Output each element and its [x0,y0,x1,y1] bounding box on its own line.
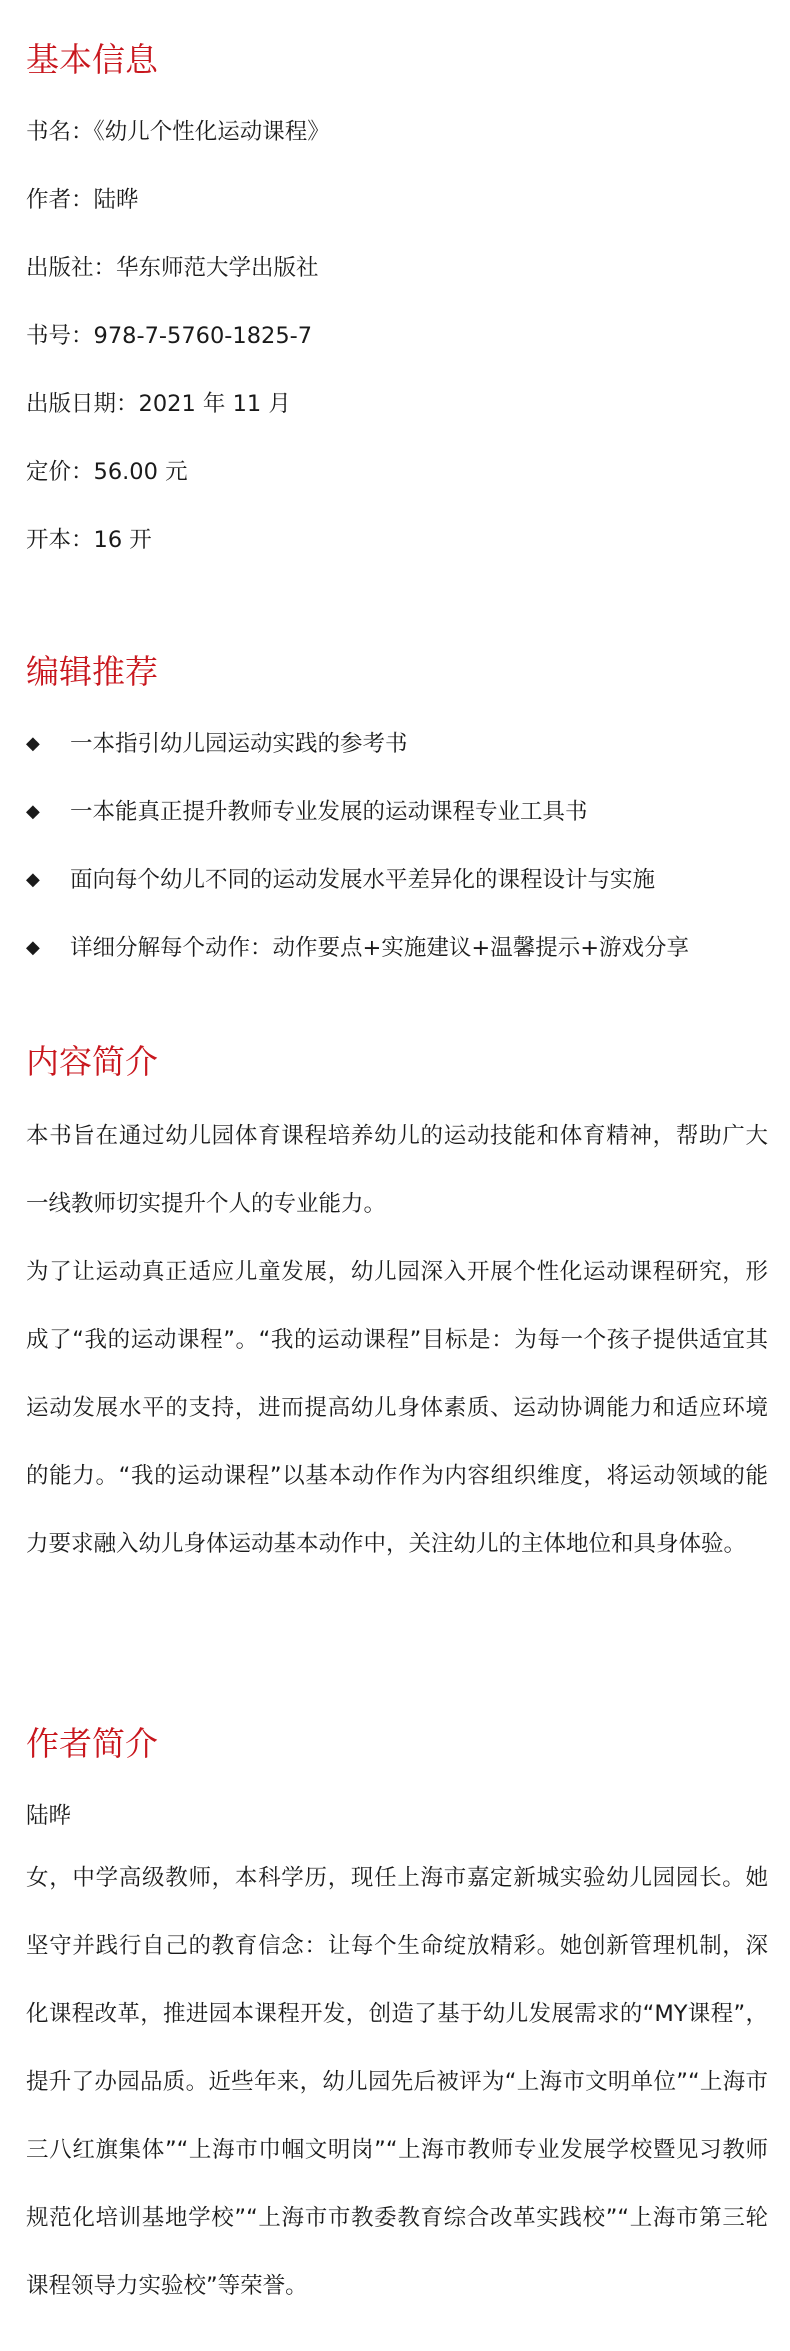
recommend-item-text: 一本能真正提升教师专业发展的运动课程专业工具书 [70,799,588,825]
content-intro-paragraph: 本书旨在通过幼儿园体育课程培养幼儿的运动技能和体育精神，帮助广大一线教师切实提升个人的专业能力。 [26,1123,768,1217]
author-bio-paragraph: 女，中学高级教师，本科学历，现任上海市嘉定新城实验幼儿园园长。她坚守并践行自己的教育信念：让每个生命绽放精彩。她创新管理机制，深化课程改革，推进园本课程开发，创造了基于幼儿发展需求的“MY课程”，提升了办园品质。近些年来，幼儿园先后被评为“上海市文明单位”“上海市三八红旗集体”“上海市巾帼文明岗”“上海市教师专业发展学校暨见习教师规范化培训基地学校”“上海市市教委教育综合改革实践校”“上海市第三轮课程领导力实验校”等荣誉。 [26,1865,768,2299]
basic-info-heading: 基本信息 [26,40,158,79]
recommend-item-text: 面向每个幼儿不同的运动发展水平差异化的课程设计与实施 [70,867,656,893]
price-line: 定价：56.00 元 [26,459,188,485]
isbn-line: 书号：978-7-5760-1825-7 [26,323,313,349]
author-line: 作者：陆晔 [26,187,139,213]
diamond-bullet-icon: ◆ [26,733,40,754]
diamond-bullet-icon: ◆ [26,801,40,822]
book-title-line: 书名：《幼儿个性化运动课程》 [26,119,330,145]
content-intro-heading: 内容简介 [26,1042,158,1081]
editor-recommend-heading: 编辑推荐 [26,652,158,691]
publish-date-line: 出版日期：2021 年 11 月 [26,391,291,417]
publisher-line: 出版社：华东师范大学出版社 [26,255,319,281]
recommend-item [26,864,655,896]
recommend-item [26,796,588,828]
recommend-item [26,932,689,964]
content-intro-paragraph: 为了让运动真正适应儿童发展，幼儿园深入开展个性化运动课程研究，形成了“我的运动课程”。“我的运动课程”目标是：为每一个孩子提供适宜其运动发展水平的支持，进而提高幼儿身体素质、运动协调能力和适应环境的能力。“我的运动课程”以基本动作作为内容组织维度，将运动领域的能力要求融入幼儿身体运动基本动作中，关注幼儿的主体地位和具身体验。 [26,1259,768,1557]
author-name: 陆晔 [26,1803,72,1829]
recommend-item-text: 一本指引幼儿园运动实践的参考书 [70,731,408,757]
recommend-item-text: 详细分解每个动作：动作要点+实施建议+温馨提示+游戏分享 [70,935,690,961]
author-intro-heading: 作者简介 [26,1724,158,1763]
format-line: 开本：16 开 [26,527,152,553]
recommend-item [26,728,408,760]
diamond-bullet-icon: ◆ [26,869,40,890]
diamond-bullet-icon: ◆ [26,937,40,958]
